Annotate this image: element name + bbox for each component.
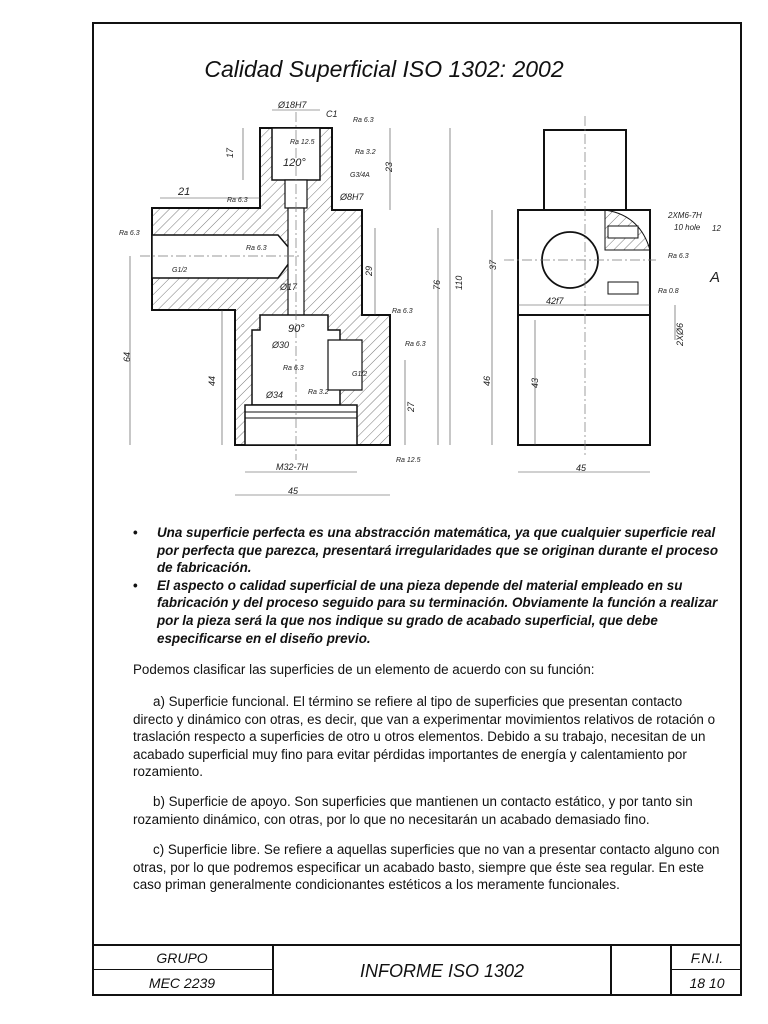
dim-d18h7: Ø18H7 (278, 100, 307, 110)
section-view (140, 112, 390, 460)
dim-d45: 45 (576, 463, 587, 473)
ra-label: Ra 12.5 (290, 139, 315, 146)
ra-label: Ra 6.3 (227, 197, 248, 204)
dim-d27: 27 (406, 401, 416, 412)
dim-d46: 46 (482, 375, 492, 386)
dim-d45: 45 (288, 486, 299, 496)
ra-label: Ra 6.3 (392, 308, 413, 315)
thread-g12: G1/2 (172, 267, 188, 274)
thread-m6: 2XM6-7H (668, 211, 702, 220)
dim-o34: Ø34 (266, 390, 284, 400)
dim-o17: Ø17 (280, 282, 298, 292)
dim-d21: 21 (178, 186, 191, 198)
ra-label: Ra 3.2 (308, 389, 329, 396)
ra-label: Ra 6.3 (405, 341, 426, 348)
dim-d64: 64 (122, 351, 132, 362)
bullet-item: • El aspecto o calidad superficial de una pieza depende del material empleado en su fabricación y del proceso seguido para su terminación. Obviamente la función a realizar por la pieza será la que nos indique su grado de acabado superficial, que debe especificarse en el diseño previo. (133, 577, 723, 647)
angle-120: 120° (283, 157, 306, 169)
technical-drawing (100, 100, 740, 510)
side-view (504, 116, 656, 455)
dim-d37: 37 (488, 259, 498, 270)
page-title: Calidad Superficial ISO 1302: 2002 (204, 56, 564, 82)
dim-d76: 76 (432, 279, 442, 290)
thread-g34: G3/4A (350, 172, 370, 179)
dim-d110: 110 (454, 275, 464, 290)
ra-label: Ra 6.3 (353, 117, 374, 124)
group-code: MEC 2239 (148, 975, 216, 991)
report-name: INFORME ISO 1302 (359, 960, 525, 981)
fni-label: F.N.I. (690, 949, 724, 966)
dim-d23: 23 (384, 161, 394, 172)
ra-label: Ra 6.3 (283, 365, 304, 372)
hole-depth-12: 12 (712, 224, 721, 233)
bullet-item: • Una superficie perfecta es una abstracción matemática, ya que cualquier superficie real por perfecta que parezca, presentará irregularidades que se originan durante el proceso de fabricación. (133, 524, 723, 577)
ra-label: Ra 12.5 (396, 457, 421, 464)
sheet-number: 18 10 (689, 975, 725, 991)
title-block (92, 944, 742, 996)
dim-d43: 43 (530, 377, 540, 388)
dim-o6: 2XØ6 (675, 322, 685, 346)
angle-90: 90° (288, 323, 305, 335)
ra-label: Ra 3.2 (355, 149, 376, 156)
dim-d8h7: Ø8H7 (340, 192, 364, 202)
datum-a: A (710, 269, 721, 286)
dim-d29: 29 (364, 265, 374, 276)
dim-d44: 44 (207, 375, 217, 386)
ra-label: Ra 6.3 (668, 253, 689, 260)
thread-g12: G1/2 (352, 371, 368, 378)
ra-label: Ra 0.8 (658, 288, 679, 295)
intro-paragraph: Podemos clasificar las superficies de un elemento de acuerdo con su función: (133, 662, 595, 677)
dim-d42f7: 42f7 (546, 296, 564, 306)
item-a-paragraph: a) Superficie funcional. El término se refiere al tipo de superficies que presentan contacto directo y dinámico con otras, es decir, que van a experimentar movimientos relativos de rotación o traslación respecto a superficies de otro u otros elementos. Debido a su trabajo, necesitan de un acabado superficial muy fino para evitar pérdidas importantes de energía y calentamiento por rozamiento. (133, 694, 716, 780)
ra-label: Ra 6.3 (246, 245, 267, 252)
bullet-list (133, 524, 723, 647)
dim-d17: 17 (225, 147, 235, 158)
item-c-paragraph: c) Superficie libre. Se refiere a aquellas superficies que no van a presentar contacto alguno con otras, por lo que podremos especificar un acabado basto, siempre que éste sea regular. En este caso priman generalmente condicionantes estéticos a los meramente funcionales. (133, 842, 720, 893)
dim-m32: M32-7H (276, 462, 309, 472)
dim-c1: C1 (326, 109, 338, 119)
dim-o30: Ø30 (272, 340, 290, 350)
group-label: GRUPO (156, 949, 208, 966)
hole-depth: 10 hole (674, 223, 701, 232)
item-b-paragraph: b) Superficie de apoyo. Son superficies que mantienen un contacto estático, y por tanto sin rozamiento dinámico, con otras, por lo que no necesitarán un acabado demasiado fino. (133, 794, 693, 827)
ra-label: Ra 6.3 (119, 230, 140, 237)
